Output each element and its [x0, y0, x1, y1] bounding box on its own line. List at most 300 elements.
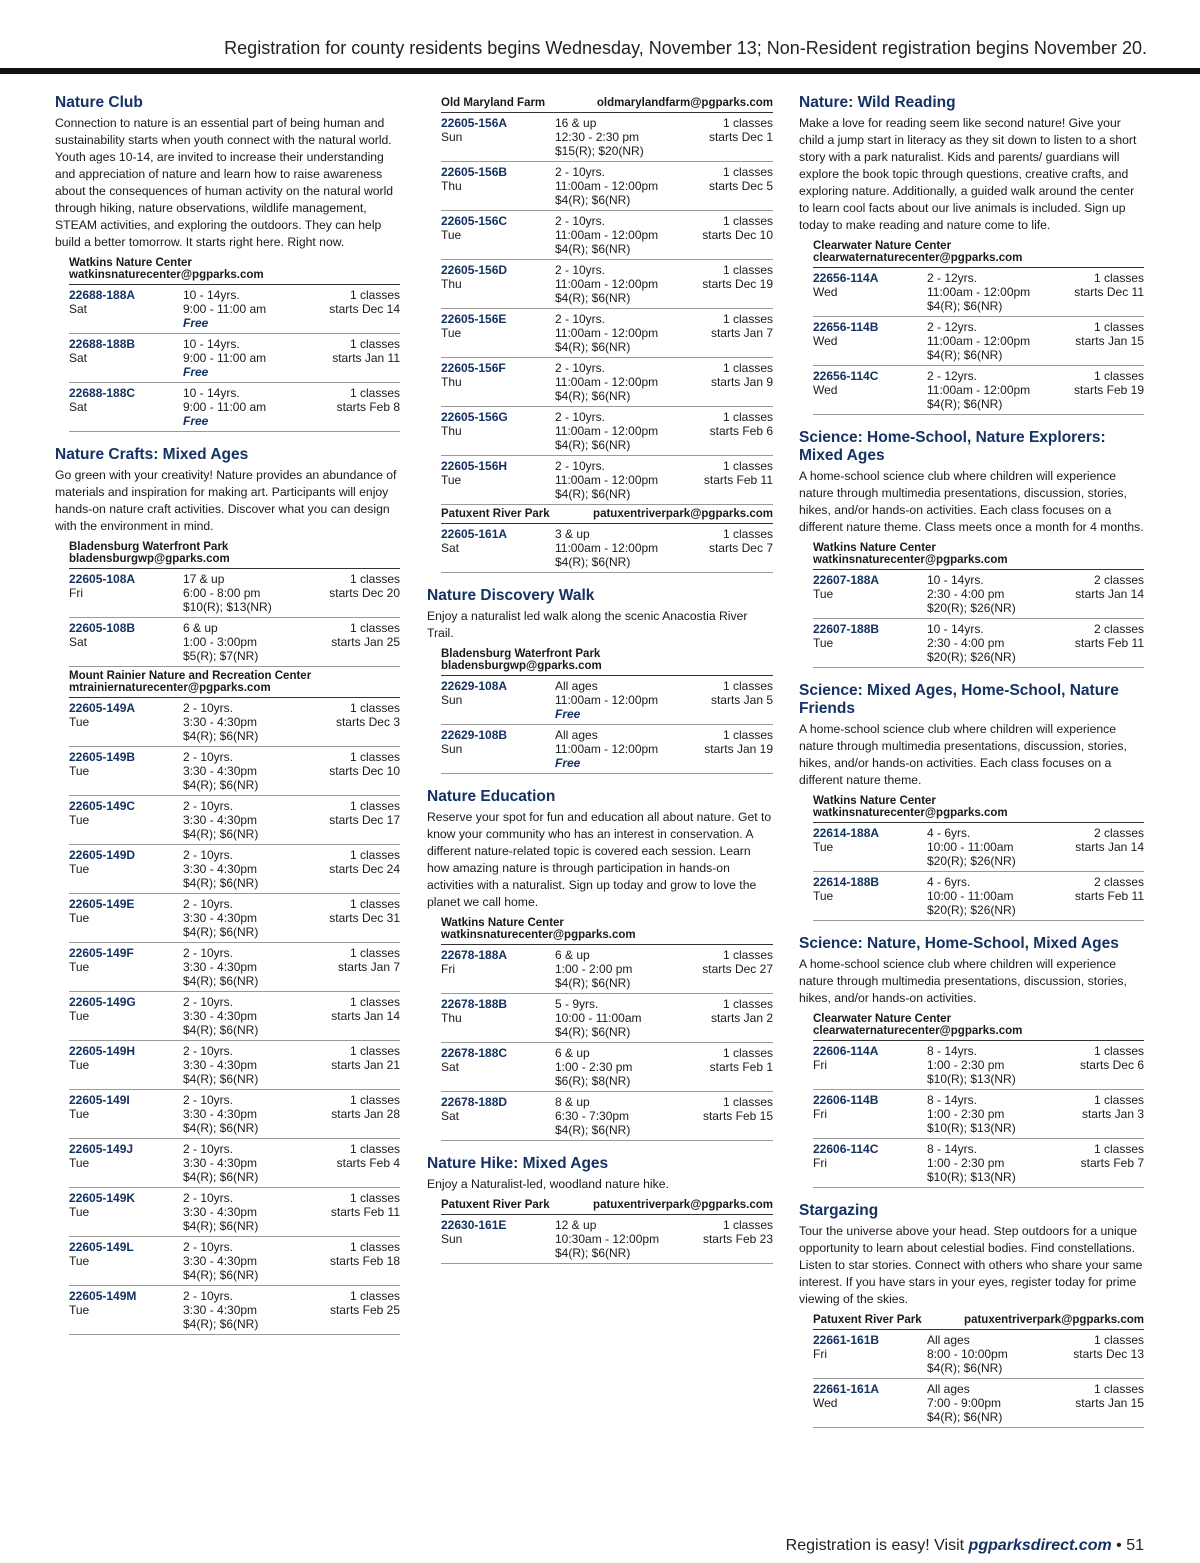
course-start: starts Feb 11	[330, 1205, 400, 1219]
course-fee: $4(R); $6(NR)	[555, 389, 631, 403]
location-header	[441, 505, 773, 524]
course-code[interactable]: 22656-114C	[813, 369, 879, 383]
course-details-cell	[555, 527, 709, 569]
course-time: 11:00am - 12:00pm	[555, 326, 659, 340]
course-id-cell	[813, 1142, 927, 1184]
course-classes: 1 classes	[349, 337, 400, 351]
column-2	[427, 94, 773, 1278]
location-name: Old Maryland Farm	[441, 97, 546, 109]
course-classes: 1 classes	[722, 679, 773, 693]
location-group	[813, 237, 1144, 415]
location-email[interactable]: oldmarylandfarm@pgparks.com	[596, 97, 773, 109]
course-row	[441, 162, 773, 211]
course-schedule-cell	[1075, 1382, 1144, 1424]
course-start: starts Jan 11	[332, 351, 400, 365]
course-schedule-cell	[329, 848, 400, 890]
course-day: Tue	[813, 889, 834, 903]
course-age: 8 - 14yrs.	[927, 1142, 978, 1156]
course-code[interactable]: 22607-188B	[813, 622, 880, 636]
course-code[interactable]: 22614-188A	[813, 826, 880, 840]
location-header	[441, 1196, 773, 1215]
course-code[interactable]: 22688-188B	[69, 337, 136, 351]
course-row	[69, 569, 400, 618]
course-details-cell	[927, 369, 1074, 411]
course-code[interactable]: 22688-188C	[69, 386, 136, 400]
location-header	[813, 237, 1144, 268]
course-classes: 2 classes	[1093, 826, 1144, 840]
course-fee: Free	[183, 365, 209, 379]
location-email[interactable]: bladensburgwp@gparks.com	[69, 553, 230, 565]
course-code[interactable]: 22614-188B	[813, 875, 880, 889]
course-time: 6:00 - 8:00 pm	[183, 586, 261, 600]
course-fee: $4(R); $6(NR)	[183, 778, 259, 792]
course-start: starts Jan 14	[1075, 840, 1144, 854]
course-start: starts Dec 3	[335, 715, 400, 729]
course-age: 2 - 10yrs.	[183, 799, 234, 813]
location-email[interactable]: watkinsnaturecenter@pgparks.com	[813, 554, 1008, 566]
course-code[interactable]: 22629-108A	[441, 679, 508, 693]
location-email[interactable]: watkinsnaturecenter@pgparks.com	[813, 807, 1008, 819]
course-start: starts Dec 24	[329, 862, 400, 876]
course-details-cell	[183, 1044, 331, 1086]
course-day: Thu	[441, 424, 462, 438]
course-row	[813, 570, 1144, 619]
course-fee: $4(R); $6(NR)	[555, 1123, 631, 1137]
course-day: Thu	[441, 277, 462, 291]
course-day: Sat	[69, 635, 88, 649]
course-start: starts Feb 11	[1074, 636, 1144, 650]
course-id-cell	[441, 1218, 555, 1260]
course-code[interactable]: 22605-156A	[441, 116, 508, 130]
course-row	[813, 1139, 1144, 1188]
course-start: starts Jan 25	[331, 635, 400, 649]
course-row	[813, 1041, 1144, 1090]
course-start: starts Dec 14	[329, 302, 400, 316]
course-row	[441, 524, 773, 573]
course-code[interactable]: 22605-149L	[69, 1240, 134, 1254]
location-name: Watkins Nature Center	[813, 542, 936, 554]
course-day: Tue	[441, 473, 462, 487]
location-header	[441, 645, 773, 676]
course-age: All ages	[927, 1382, 970, 1396]
course-id-cell	[813, 1093, 927, 1135]
course-code[interactable]: 22605-149I	[69, 1093, 130, 1107]
course-time: 11:00am - 12:00pm	[555, 228, 659, 242]
course-day: Tue	[69, 1205, 90, 1219]
course-code[interactable]: 22605-156D	[441, 263, 508, 277]
course-start: starts Dec 19	[702, 277, 773, 291]
course-code[interactable]: 22656-114A	[813, 271, 879, 285]
course-code[interactable]: 22605-149G	[69, 995, 136, 1009]
course-code[interactable]: 22605-108A	[69, 572, 136, 586]
course-age: 2 - 10yrs.	[183, 1240, 234, 1254]
course-row	[441, 309, 773, 358]
course-code[interactable]: 22605-149D	[69, 848, 136, 862]
course-age: All ages	[555, 728, 598, 742]
course-age: 3 & up	[555, 527, 590, 541]
course-row	[69, 845, 400, 894]
course-fee: Free	[555, 707, 581, 721]
location-email[interactable]: clearwaternaturecenter@pgparks.com	[813, 252, 1023, 264]
course-id-cell	[441, 527, 555, 569]
course-start: starts Dec 10	[702, 228, 773, 242]
program-title: Nature Hike: Mixed Ages	[427, 1155, 609, 1172]
course-classes: 1 classes	[349, 386, 400, 400]
location-email[interactable]: patuxentriverpark@pgparks.com	[964, 1314, 1144, 1326]
course-age: 2 - 10yrs.	[555, 459, 606, 473]
location-name: Clearwater Nature Center	[813, 1013, 952, 1025]
course-classes: 1 classes	[722, 1095, 773, 1109]
course-start: starts Feb 11	[703, 473, 773, 487]
course-row	[69, 334, 400, 383]
course-code[interactable]: 22678-188A	[441, 948, 508, 962]
course-day: Wed	[813, 1396, 838, 1410]
course-day: Wed	[813, 334, 838, 348]
course-row	[813, 1379, 1144, 1428]
course-code[interactable]: 22605-149J	[69, 1142, 134, 1156]
course-age: 2 - 10yrs.	[183, 1191, 234, 1205]
course-row	[813, 872, 1144, 921]
course-code[interactable]: 22606-114C	[813, 1142, 879, 1156]
course-age: 2 - 12yrs.	[927, 369, 978, 383]
course-day: Tue	[69, 764, 90, 778]
course-start: starts Dec 6	[1079, 1058, 1144, 1072]
course-code[interactable]: 22605-156G	[441, 410, 508, 424]
course-id-cell	[813, 320, 927, 362]
course-details-cell	[183, 1093, 331, 1135]
course-time: 10:30am - 12:00pm	[555, 1232, 660, 1246]
course-row	[441, 676, 773, 725]
program-section	[799, 682, 1144, 921]
course-code[interactable]: 22678-188B	[441, 997, 508, 1011]
course-code[interactable]: 22605-149B	[69, 750, 136, 764]
course-id-cell	[69, 848, 183, 890]
course-row	[441, 358, 773, 407]
location-email[interactable]: watkinsnaturecenter@pgparks.com	[69, 269, 264, 281]
course-code[interactable]: 22678-188D	[441, 1095, 508, 1109]
course-classes: 1 classes	[722, 361, 773, 375]
course-details-cell	[183, 1289, 330, 1331]
course-classes: 2 classes	[1093, 622, 1144, 636]
course-code[interactable]: 22629-108B	[441, 728, 508, 742]
course-fee: $4(R); $6(NR)	[555, 438, 631, 452]
course-code[interactable]: 22605-149F	[69, 946, 134, 960]
program-description: Connection to nature is an essential part of being human and sustainability starts when youth connect with the natural world. Youth ages 10-14, are invited to increase their understanding and appreciation of nature and learn how to raise awareness about the consequences of human activity on the natural world through hiking, nature observations, wildlife management, STEAM activities, and exploring the outdoors. They can help build a better tomorrow. It starts right here. Right now.	[55, 116, 394, 249]
location-header	[813, 1311, 1144, 1330]
program-title: Science: Home-School, Nature Explorers: Mixed Ages	[799, 429, 1106, 464]
course-schedule-cell	[337, 386, 400, 428]
course-day: Tue	[441, 228, 462, 242]
location-name: Bladensburg Waterfront Park	[441, 648, 601, 660]
course-code[interactable]: 22605-149E	[69, 897, 135, 911]
course-time: 11:00am - 12:00pm	[927, 383, 1031, 397]
course-code[interactable]: 22607-188A	[813, 573, 880, 587]
course-day: Sat	[441, 1060, 460, 1074]
course-classes: 1 classes	[722, 527, 773, 541]
course-day: Tue	[69, 1156, 90, 1170]
course-details-cell	[927, 573, 1075, 615]
course-id-cell	[69, 1093, 183, 1135]
course-time: 3:30 - 4:30pm	[183, 960, 258, 974]
column-1	[55, 94, 400, 1349]
location-email[interactable]: patuxentriverpark@pgparks.com	[593, 508, 773, 520]
course-id-cell	[441, 728, 555, 770]
course-id-cell	[441, 361, 555, 403]
course-id-cell	[813, 875, 927, 917]
course-row	[69, 1237, 400, 1286]
course-details-cell	[183, 337, 332, 379]
course-day: Tue	[69, 715, 90, 729]
course-age: 2 - 10yrs.	[555, 361, 606, 375]
course-age: 2 - 10yrs.	[555, 263, 606, 277]
course-code[interactable]: 22661-161B	[813, 1333, 880, 1347]
course-time: 3:30 - 4:30pm	[183, 1156, 258, 1170]
course-start: starts Dec 17	[329, 813, 400, 827]
location-group	[441, 914, 773, 1141]
course-fee: $4(R); $6(NR)	[183, 1072, 259, 1086]
course-time: 11:00am - 12:00pm	[555, 179, 659, 193]
course-start: starts Feb 1	[709, 1060, 773, 1074]
program-title: Nature Discovery Walk	[427, 587, 595, 604]
course-day: Tue	[69, 862, 90, 876]
course-code[interactable]: 22605-149A	[69, 701, 136, 715]
course-classes: 1 classes	[349, 897, 400, 911]
course-classes: 1 classes	[349, 572, 400, 586]
course-fee: $4(R); $6(NR)	[555, 555, 631, 569]
course-day: Thu	[441, 179, 462, 193]
course-id-cell	[441, 312, 555, 354]
course-id-cell	[441, 679, 555, 721]
course-details-cell	[183, 848, 329, 890]
course-time: 12:30 - 2:30 pm	[555, 130, 640, 144]
course-row	[813, 619, 1144, 668]
course-start: starts Dec 31	[329, 911, 400, 925]
course-code[interactable]: 22688-188A	[69, 288, 136, 302]
course-day: Sat	[69, 351, 88, 365]
course-time: 3:30 - 4:30pm	[183, 862, 258, 876]
course-details-cell	[555, 948, 702, 990]
course-age: 8 - 14yrs.	[927, 1044, 978, 1058]
location-email[interactable]: clearwaternaturecenter@pgparks.com	[813, 1025, 1023, 1037]
location-header	[813, 792, 1144, 823]
course-details-cell	[555, 459, 704, 501]
course-row	[441, 260, 773, 309]
course-start: starts Dec 11	[1074, 285, 1144, 299]
course-day: Sun	[441, 742, 463, 756]
course-details-cell	[183, 621, 331, 663]
program-description: Enjoy a Naturalist-led, woodland nature hike.	[427, 1177, 669, 1191]
location-name: Bladensburg Waterfront Park	[69, 541, 229, 553]
course-fee: $4(R); $6(NR)	[927, 1361, 1003, 1375]
footer-prefix: Registration is easy! Visit	[785, 1537, 969, 1554]
course-schedule-cell	[329, 572, 400, 614]
course-day: Sun	[441, 1232, 463, 1246]
course-row	[441, 1215, 773, 1264]
course-row	[813, 317, 1144, 366]
course-id-cell	[813, 573, 927, 615]
course-classes: 1 classes	[722, 312, 773, 326]
course-day: Tue	[69, 960, 90, 974]
course-code[interactable]: 22605-156F	[441, 361, 506, 375]
course-time: 6:30 - 7:30pm	[555, 1109, 630, 1123]
location-email[interactable]: patuxentriverpark@pgparks.com	[593, 1199, 773, 1211]
course-details-cell	[927, 622, 1075, 664]
course-row	[813, 1090, 1144, 1139]
course-code[interactable]: 22678-188C	[441, 1046, 508, 1060]
footer-site-link[interactable]: pgparksdirect.com	[968, 1537, 1112, 1554]
course-id-cell	[441, 410, 555, 452]
course-classes: 1 classes	[722, 997, 773, 1011]
course-day: Fri	[69, 586, 83, 600]
course-classes: 1 classes	[349, 848, 400, 862]
course-time: 11:00am - 12:00pm	[555, 375, 659, 389]
course-id-cell	[69, 799, 183, 841]
location-name: Patuxent River Park	[813, 1314, 922, 1326]
course-fee: $4(R); $6(NR)	[555, 242, 631, 256]
course-classes: 1 classes	[722, 214, 773, 228]
course-day: Tue	[69, 1107, 90, 1121]
location-group	[441, 1196, 773, 1264]
course-day: Tue	[69, 813, 90, 827]
location-email[interactable]: watkinsnaturecenter@pgparks.com	[441, 929, 636, 941]
course-start: starts Jan 19	[704, 742, 773, 756]
course-start: starts Jan 14	[1075, 587, 1144, 601]
course-id-cell	[69, 995, 183, 1037]
course-id-cell	[69, 572, 183, 614]
course-row	[69, 1139, 400, 1188]
course-classes: 1 classes	[1093, 1093, 1144, 1107]
course-code[interactable]: 22606-114A	[813, 1044, 879, 1058]
course-fee: $4(R); $6(NR)	[555, 291, 631, 305]
program-section	[799, 935, 1144, 1188]
course-code[interactable]: 22605-108B	[69, 621, 136, 635]
course-code[interactable]: 22605-156H	[441, 459, 508, 473]
course-details-cell	[927, 875, 1075, 917]
course-classes: 1 classes	[349, 701, 400, 715]
course-code[interactable]: 22605-156E	[441, 312, 507, 326]
program-title: Nature Education	[427, 788, 556, 805]
course-classes: 1 classes	[722, 948, 773, 962]
course-id-cell	[69, 386, 183, 428]
course-code[interactable]: 22661-161A	[813, 1382, 880, 1396]
course-start: starts Dec 13	[1073, 1347, 1144, 1361]
course-day: Sat	[69, 302, 88, 316]
program-title: Nature: Wild Reading	[799, 94, 956, 111]
course-time: 9:00 - 11:00 am	[183, 400, 267, 414]
course-code[interactable]: 22630-161E	[441, 1218, 507, 1232]
course-schedule-cell	[710, 410, 773, 452]
course-id-cell	[813, 1333, 927, 1375]
course-classes: 1 classes	[349, 1191, 400, 1205]
course-age: 2 - 10yrs.	[183, 1093, 234, 1107]
course-start: starts Dec 20	[329, 586, 400, 600]
location-email[interactable]: mtrainiernaturecenter@pgparks.com	[69, 682, 271, 694]
course-classes: 1 classes	[1093, 1333, 1144, 1347]
course-day: Fri	[813, 1347, 827, 1361]
course-age: 4 - 6yrs.	[927, 875, 971, 889]
course-day: Tue	[69, 1058, 90, 1072]
course-schedule-cell	[709, 527, 773, 569]
course-code[interactable]: 22605-149H	[69, 1044, 136, 1058]
course-code[interactable]: 22605-149K	[69, 1191, 136, 1205]
course-age: 10 - 14yrs.	[183, 386, 240, 400]
course-id-cell	[441, 116, 555, 158]
course-time: 2:30 - 4:00 pm	[927, 587, 1005, 601]
course-day: Tue	[69, 1254, 90, 1268]
location-email[interactable]: bladensburgwp@gparks.com	[441, 660, 602, 672]
course-fee: $4(R); $6(NR)	[183, 1268, 259, 1282]
course-start: starts Jan 15	[1075, 1396, 1144, 1410]
course-schedule-cell	[711, 312, 773, 354]
course-classes: 1 classes	[349, 1289, 400, 1303]
program-section	[427, 587, 773, 774]
footer-page-number: • 51	[1111, 1537, 1144, 1554]
course-code[interactable]: 22605-156B	[441, 165, 508, 179]
course-classes: 1 classes	[722, 1218, 773, 1232]
course-code[interactable]: 22605-156C	[441, 214, 508, 228]
course-time: 1:00 - 2:30 pm	[927, 1058, 1005, 1072]
course-day: Wed	[813, 383, 838, 397]
course-code[interactable]: 22605-161A	[441, 527, 508, 541]
course-schedule-cell	[330, 1240, 400, 1282]
course-schedule-cell	[332, 337, 400, 379]
course-details-cell	[555, 679, 711, 721]
course-schedule-cell	[329, 897, 400, 939]
course-age: 2 - 10yrs.	[555, 214, 606, 228]
location-group	[813, 1311, 1144, 1428]
course-fee: $20(R); $26(NR)	[927, 854, 1016, 868]
course-schedule-cell	[704, 459, 773, 501]
program-section	[55, 446, 400, 1335]
course-start: starts Feb 7	[1080, 1156, 1144, 1170]
course-fee: $10(R); $13(NR)	[927, 1121, 1016, 1135]
course-code[interactable]: 22605-149M	[69, 1289, 137, 1303]
course-classes: 1 classes	[722, 263, 773, 277]
course-start: starts Feb 8	[336, 400, 400, 414]
course-code[interactable]: 22606-114B	[813, 1093, 879, 1107]
location-group	[441, 94, 773, 505]
program-title: Science: Mixed Ages, Home-School, Nature Friends	[799, 682, 1119, 717]
course-day: Sat	[441, 541, 460, 555]
course-code[interactable]: 22656-114B	[813, 320, 879, 334]
course-time: 3:30 - 4:30pm	[183, 1107, 258, 1121]
page-footer	[786, 1537, 1144, 1555]
course-start: starts Dec 5	[708, 179, 773, 193]
course-fee: $10(R); $13(NR)	[183, 600, 272, 614]
course-code[interactable]: 22605-149C	[69, 799, 136, 813]
course-classes: 1 classes	[722, 459, 773, 473]
course-day: Sat	[441, 1109, 460, 1123]
course-fee: $20(R); $26(NR)	[927, 903, 1016, 917]
course-details-cell	[555, 214, 702, 256]
course-age: 10 - 14yrs.	[927, 573, 984, 587]
course-time: 3:30 - 4:30pm	[183, 813, 258, 827]
course-start: starts Dec 27	[702, 962, 773, 976]
program-title: Nature Club	[55, 94, 143, 111]
program-description: A home-school science club where children will experience nature through multimedia presentations, discussion, stories, hikes, and/or hands-on activities. Each class focuses on a different nature theme.	[799, 722, 1127, 787]
course-fee: $4(R); $6(NR)	[927, 397, 1003, 411]
course-row	[441, 1043, 773, 1092]
course-schedule-cell	[1075, 320, 1144, 362]
course-day: Fri	[813, 1156, 827, 1170]
course-fee: $4(R); $6(NR)	[555, 193, 631, 207]
course-start: starts Feb 15	[702, 1109, 773, 1123]
course-age: 10 - 14yrs.	[927, 622, 984, 636]
course-fee: $4(R); $6(NR)	[183, 729, 259, 743]
course-row	[69, 943, 400, 992]
course-start: starts Feb 6	[709, 424, 773, 438]
course-schedule-cell	[1075, 875, 1144, 917]
